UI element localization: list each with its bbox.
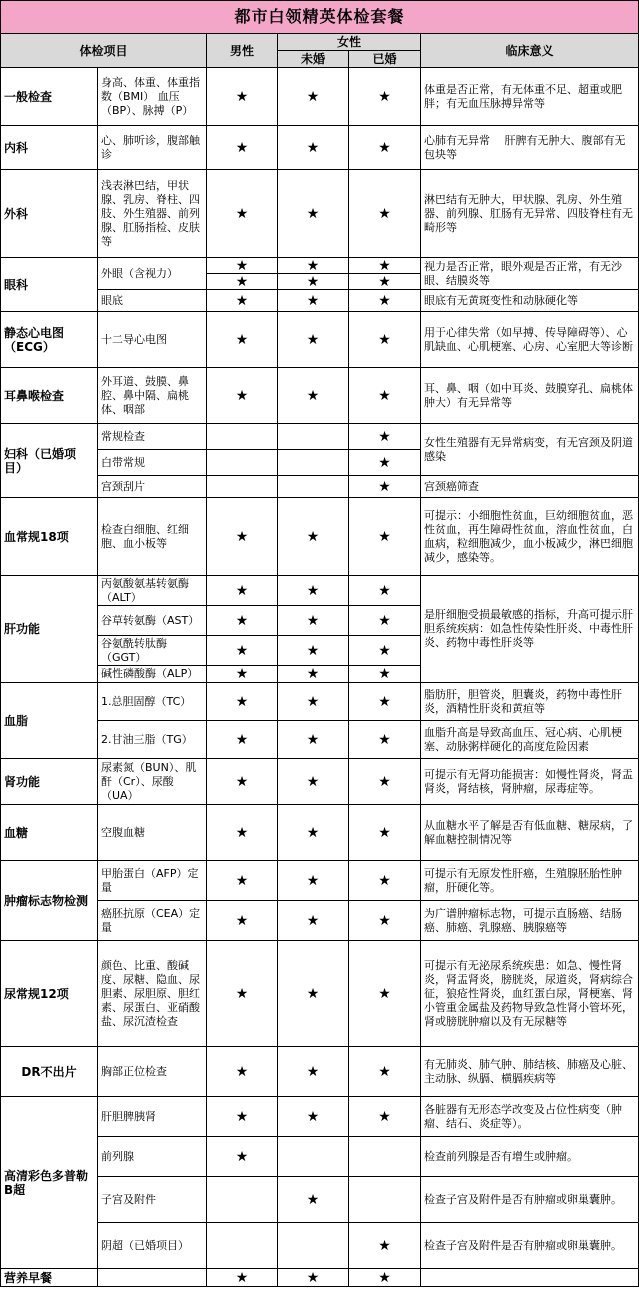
star-male: ★	[207, 258, 278, 274]
item-blood: 检查白细胞、红细胞、血小板等	[98, 498, 207, 576]
item-eye-fundus: 眼底	[98, 290, 207, 312]
star-married: ★	[349, 901, 421, 941]
item-bus-uterus: 子宫及附件	[98, 1177, 207, 1223]
meaning-tumor-cea: 为广谱肿瘤标志物，可提示直肠癌、结肠癌、肺癌、乳腺癌、胰腺癌等	[421, 901, 639, 941]
category-eye: 眼科	[1, 258, 98, 312]
star-unmarried: ★	[278, 606, 349, 636]
item-eye-external: 外眼（含视力）	[98, 258, 207, 290]
meaning-liver: 是肝细胞受损最敏感的指标，升高可提示肝胆系统疾病：如急性传染性肝炎、中毒性肝炎、药物中毒性肝炎等	[421, 576, 639, 683]
star-unmarried: ★	[278, 290, 349, 312]
meaning-urine: 可提示有无泌尿系统疾患：如急、慢性肾炎，肾盂肾炎，膀胱炎，尿道炎，肾病综合征，狼疮性肾炎，血红蛋白尿，肾梗塞、肾小管重金属盐及药物导致急性肾小管坏死，肾或膀胱肿瘤以及有无尿糖等	[421, 941, 639, 1047]
header-item: 体检项目	[1, 34, 207, 68]
table-row	[1, 805, 639, 861]
category-gyn: 妇科（已婚项目）	[1, 424, 98, 498]
item-ent: 外耳道、鼓膜、鼻腔、鼻中隔、扁桃体、咽部	[98, 368, 207, 424]
table-row	[1, 424, 639, 450]
star-unmarried: ★	[278, 861, 349, 901]
star-unmarried: ★	[278, 258, 349, 274]
star-married: ★	[349, 666, 421, 683]
header-female: 女性	[278, 34, 421, 51]
star-unmarried: ★	[278, 368, 349, 424]
meaning-glucose: 从血糖水平了解是否有低血糖、糖尿病，了解血糖控制情况等	[421, 805, 639, 861]
table-row	[1, 1047, 639, 1097]
star-male: ★	[207, 861, 278, 901]
item-liver-ast: 谷草转氨酶（AST）	[98, 606, 207, 636]
star-married: ★	[349, 258, 421, 274]
star-unmarried: ★	[278, 498, 349, 576]
category-kidney: 肾功能	[1, 759, 98, 805]
meaning-dr: 有无肺炎、肺气肿、肺结核、肺癌及心脏、主动脉、纵膈、横膈疾病等	[421, 1047, 639, 1097]
category-dr: DR不出片	[1, 1047, 98, 1097]
star-married: ★	[349, 1223, 421, 1269]
table-row	[1, 126, 639, 170]
meaning-gyn-routine: 女性生殖器有无异常病变，有无宫颈及阴道感染	[421, 424, 639, 476]
category-tumor: 肿瘤标志物检测	[1, 861, 98, 941]
meaning-bus-uterus: 检查子宫及附件是否有肿瘤或卵巢囊肿。	[421, 1177, 639, 1223]
star-married: ★	[349, 274, 421, 290]
star-male: ★	[207, 576, 278, 606]
star-male: ★	[207, 290, 278, 312]
item-internal: 心、肺听诊，腹部触诊	[98, 126, 207, 170]
category-urine: 尿常规12项	[1, 941, 98, 1047]
header-married: 已婚	[349, 51, 421, 68]
table-row	[1, 258, 639, 274]
item-bus-prostate: 前列腺	[98, 1137, 207, 1177]
item-liver-alt: 丙氨酸氨基转氨酶（ALT）	[98, 576, 207, 606]
star-unmarried: ★	[278, 1177, 349, 1223]
meaning-internal: 心肺有无异常 肝脾有无肿大、腹部有无包块等	[421, 126, 639, 170]
table-row	[1, 368, 639, 424]
table-row	[1, 683, 639, 721]
star-married: ★	[349, 759, 421, 805]
table-row	[1, 312, 639, 368]
star-married: ★	[349, 170, 421, 258]
item-liver-ggt: 谷氨酰转肽酶（GGT）	[98, 636, 207, 666]
star-male: ★	[207, 721, 278, 759]
table-row	[1, 498, 639, 576]
star-unmarried: ★	[278, 901, 349, 941]
star-married: ★	[349, 576, 421, 606]
meaning-bus-organs: 各脏器有无形态学改变及占位性病变（肿瘤、结石、炎症等）。	[421, 1097, 639, 1137]
star-male: ★	[207, 1269, 278, 1287]
star-unmarried: ★	[278, 1047, 349, 1097]
item-lipid-tc: 1.总胆固醇（TC）	[98, 683, 207, 721]
item-tumor-afp: 甲胎蛋白（AFP）定量	[98, 861, 207, 901]
meaning-bus-prostate: 检查前列腺是否有增生或肿瘤。	[421, 1137, 639, 1177]
star-male: ★	[207, 274, 278, 290]
star-unmarried: ★	[278, 721, 349, 759]
item-bus-transvaginal: 阴超（已婚项目）	[98, 1223, 207, 1269]
meaning-lipid-tc: 脂肪肝，胆管炎，胆囊炎，药物中毒性肝炎，酒精性肝炎和黄疸等	[421, 683, 639, 721]
table-row	[1, 1097, 639, 1137]
category-breakfast: 营养早餐	[1, 1269, 98, 1287]
star-male: ★	[207, 1137, 278, 1177]
category-blood: 血常规18项	[1, 498, 98, 576]
category-liver: 肝功能	[1, 576, 98, 683]
star-unmarried: ★	[278, 683, 349, 721]
category-general: 一般检查	[1, 68, 98, 126]
star-married: ★	[349, 805, 421, 861]
star-married: ★	[349, 606, 421, 636]
item-dr: 胸部正位检查	[98, 1047, 207, 1097]
meaning-general: 体重是否正常，有无体重不足、超重或肥胖；有无血压脉搏异常等	[421, 68, 639, 126]
category-ecg: 静态心电图（ECG）	[1, 312, 98, 368]
meaning-kidney: 可提示有无肾功能损害：如慢性肾炎，肾盂肾炎，肾结核，肾肿瘤，尿毒症等。	[421, 759, 639, 805]
star-unmarried: ★	[278, 170, 349, 258]
star-male: ★	[207, 126, 278, 170]
star-married: ★	[349, 861, 421, 901]
item-bus-organs: 肝胆脾胰肾	[98, 1097, 207, 1137]
star-unmarried: ★	[278, 126, 349, 170]
star-male: ★	[207, 498, 278, 576]
star-male: ★	[207, 683, 278, 721]
star-married: ★	[349, 290, 421, 312]
package-title: 都市白领精英体检套餐	[1, 1, 639, 34]
table-row	[1, 941, 639, 1047]
header-male: 男性	[207, 34, 278, 68]
item-surgery: 浅表淋巴结，甲状腺、乳房、脊柱、四肢、外生殖器、前列腺、肛肠指检、皮肤等	[98, 170, 207, 258]
star-unmarried: ★	[278, 805, 349, 861]
star-unmarried: ★	[278, 1097, 349, 1137]
star-married: ★	[349, 368, 421, 424]
item-gyn-routine: 常规检查	[98, 424, 207, 450]
item-liver-alp: 碱性磷酸酶（ALP）	[98, 666, 207, 683]
item-glucose: 空腹血糖	[98, 805, 207, 861]
star-male: ★	[207, 1047, 278, 1097]
star-male: ★	[207, 805, 278, 861]
star-married: ★	[349, 941, 421, 1047]
star-unmarried: ★	[278, 576, 349, 606]
item-kidney: 尿素氮（BUN）、肌酐（Cr）、尿酸（UA）	[98, 759, 207, 805]
table-row	[1, 861, 639, 901]
star-male: ★	[207, 170, 278, 258]
star-married: ★	[349, 312, 421, 368]
star-male: ★	[207, 368, 278, 424]
star-married: ★	[349, 721, 421, 759]
item-urine: 颜色、比重、酸碱度、尿糖、隐血、尿胆素、尿胆原、胆红素、尿蛋白、亚硝酸盐、尿沉渣检查	[98, 941, 207, 1047]
star-male: ★	[207, 666, 278, 683]
meaning-eye-external: 视力是否正常，眼外观是否正常，有无沙眼、结膜炎等	[421, 258, 639, 290]
item-lipid-tg: 2.甘油三脂（TG）	[98, 721, 207, 759]
star-male: ★	[207, 606, 278, 636]
header-unmarried: 未婚	[278, 51, 349, 68]
star-married: ★	[349, 636, 421, 666]
star-unmarried: ★	[278, 666, 349, 683]
meaning-ent: 耳、鼻、咽（如中耳炎、鼓膜穿孔、扁桃体肿大）有无异常等	[421, 368, 639, 424]
star-unmarried: ★	[278, 274, 349, 290]
meaning-blood: 可提示：小细胞性贫血，巨幼细胞贫血，恶性贫血，再生障碍性贫血，溶血性贫血，白血病，粒细胞减少，血小板减少，淋巴细胞减少，感染等。	[421, 498, 639, 576]
category-glucose: 血糖	[1, 805, 98, 861]
star-unmarried: ★	[278, 1269, 349, 1287]
category-b-ultrasound: 高清彩色多普勒B超	[1, 1097, 98, 1269]
star-male: ★	[207, 312, 278, 368]
star-male: ★	[207, 68, 278, 126]
table-row	[1, 576, 639, 606]
star-male: ★	[207, 636, 278, 666]
star-married: ★	[349, 683, 421, 721]
table-row	[1, 759, 639, 805]
star-male: ★	[207, 759, 278, 805]
star-unmarried: ★	[278, 636, 349, 666]
star-male: ★	[207, 941, 278, 1047]
category-lipid: 血脂	[1, 683, 98, 759]
meaning-gyn-smear: 宫颈癌筛查	[421, 476, 639, 498]
table-row	[1, 68, 639, 126]
meaning-eye-fundus: 眼底有无黄斑变性和动脉硬化等	[421, 290, 639, 312]
item-general: 身高、体重、体重指数（BMI） 血压（BP）、脉搏（P）	[98, 68, 207, 126]
star-married: ★	[349, 450, 421, 476]
item-gyn-smear: 宫颈刮片	[98, 476, 207, 498]
star-male: ★	[207, 1097, 278, 1137]
star-married: ★	[349, 68, 421, 126]
meaning-tumor-afp: 可提示有无原发性肝癌，生殖腺胚胎性肿瘤，肝硬化等。	[421, 861, 639, 901]
meaning-surgery: 淋巴结有无肿大，甲状腺、乳房、外生殖器、前列腺、肛肠有无异常、四肢脊柱有无畸形等	[421, 170, 639, 258]
item-ecg: 十二导心电图	[98, 312, 207, 368]
category-surgery: 外科	[1, 170, 98, 258]
meaning-lipid-tg: 血脂升高是导致高血压、冠心病、心肌梗塞、动脉粥样硬化的高度危险因素	[421, 721, 639, 759]
star-married: ★	[349, 1097, 421, 1137]
star-unmarried: ★	[278, 68, 349, 126]
star-unmarried: ★	[278, 312, 349, 368]
table-row	[1, 1269, 639, 1287]
star-married: ★	[349, 1047, 421, 1097]
category-ent: 耳鼻喉检查	[1, 368, 98, 424]
meaning-bus-transvaginal: 检查子宫及附件是否有肿瘤或卵巢囊肿。	[421, 1223, 639, 1269]
star-married: ★	[349, 1269, 421, 1287]
star-married: ★	[349, 498, 421, 576]
item-gyn-discharge: 白带常规	[98, 450, 207, 476]
star-unmarried: ★	[278, 941, 349, 1047]
star-married: ★	[349, 424, 421, 450]
star-married: ★	[349, 476, 421, 498]
header-meaning: 临床意义	[421, 34, 639, 68]
item-tumor-cea: 癌胚抗原（CEA）定量	[98, 901, 207, 941]
star-unmarried: ★	[278, 759, 349, 805]
category-internal: 内科	[1, 126, 98, 170]
star-male: ★	[207, 901, 278, 941]
table-row	[1, 170, 639, 258]
meaning-ecg: 用于心律失常（如早搏、传导障碍等）、心肌缺血、心肌梗塞、心房、心室肥大等诊断	[421, 312, 639, 368]
star-married: ★	[349, 126, 421, 170]
